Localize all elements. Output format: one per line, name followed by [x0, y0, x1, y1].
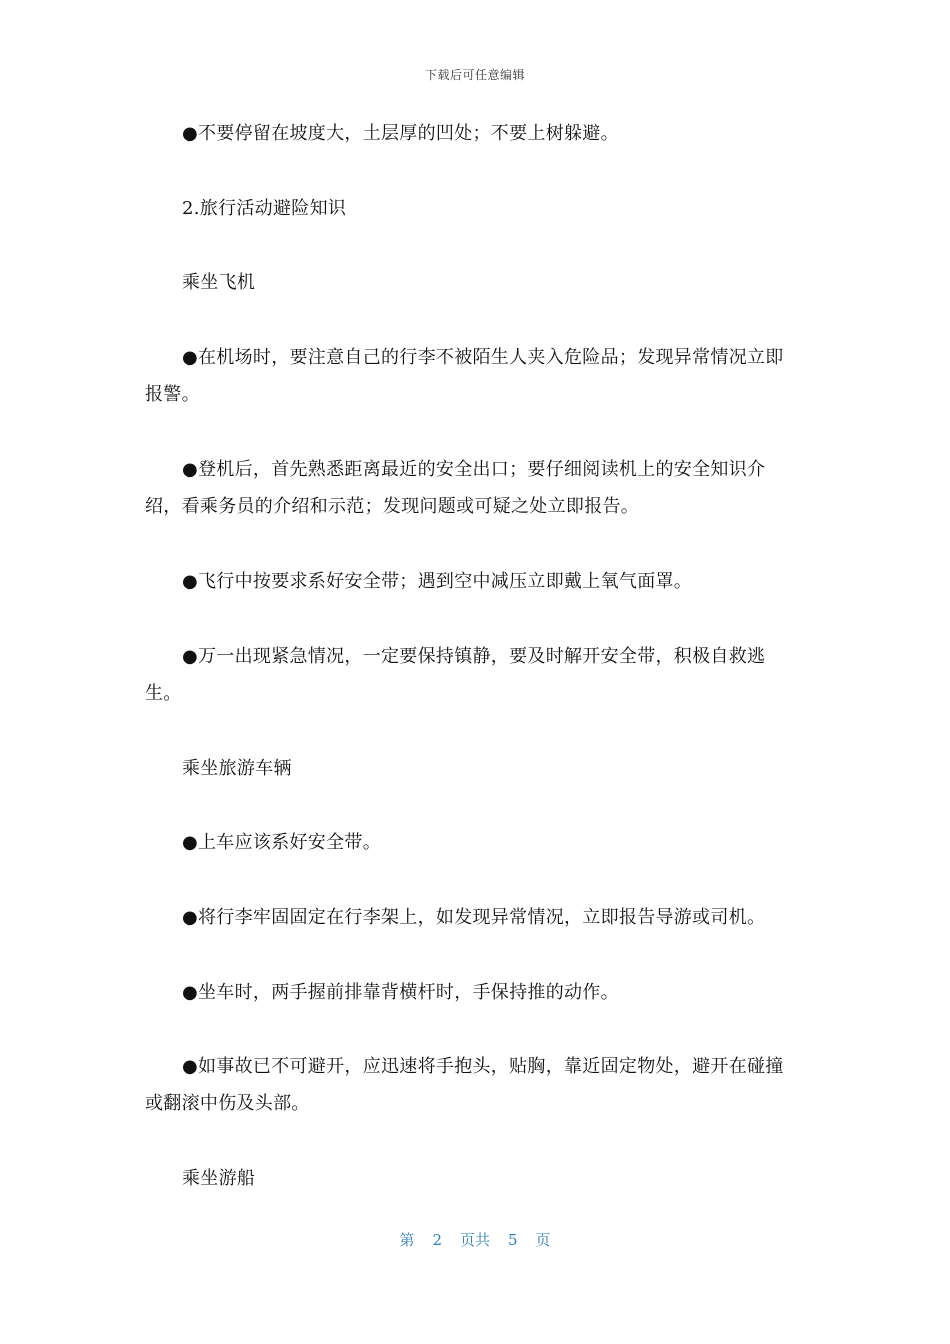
paragraph: ●万一出现紧急情况，一定要保持镇静，要及时解开安全带，积极自救逃生。: [145, 646, 766, 704]
footer-current-page: 2: [432, 1231, 442, 1249]
subsection-heading: 乘坐飞机: [182, 272, 256, 293]
footer-label-total: 页共: [459, 1231, 490, 1249]
footer-total-pages: 5: [508, 1231, 518, 1249]
paragraph: ●登机后，首先熟悉距离最近的安全出口；要仔细阅读机上的安全知识介绍，看乘务员的介绍和示范；发现问题或可疑之处立即报告。: [145, 459, 766, 517]
paragraph: ●飞行中按要求系好安全带；遇到空中减压立即戴上氧气面罩。: [182, 571, 693, 592]
page-footer: [0, 1229, 950, 1250]
footer-label-end: 页: [535, 1231, 551, 1249]
paragraph: ●坐车时，两手握前排靠背横杆时，手保持推的动作。: [182, 982, 619, 1003]
footer-label-page: 第: [399, 1231, 415, 1249]
subsection-heading: 乘坐旅游车辆: [182, 758, 292, 779]
subsection-heading: 乘坐游船: [182, 1168, 256, 1189]
paragraph: ●上车应该系好安全带。: [182, 832, 382, 853]
paragraph: ●如事故已不可避开，应迅速将手抱头，贴胸，靠近固定物处，避开在碰撞或翻滚中伤及头部。: [145, 1056, 784, 1114]
section-heading: 2.旅行活动避险知识: [182, 198, 347, 219]
paragraph: ●将行李牢固固定在行李架上，如发现异常情况，立即报告导游或司机。: [182, 907, 766, 928]
paragraph: ●在机场时，要注意自己的行李不被陌生人夹入危险品；发现异常情况立即报警。: [145, 347, 784, 405]
paragraph: ●不要停留在坡度大，土层厚的凹处；不要上树躲避。: [182, 123, 619, 144]
page-header: 下载后可任意编辑: [424, 68, 525, 82]
